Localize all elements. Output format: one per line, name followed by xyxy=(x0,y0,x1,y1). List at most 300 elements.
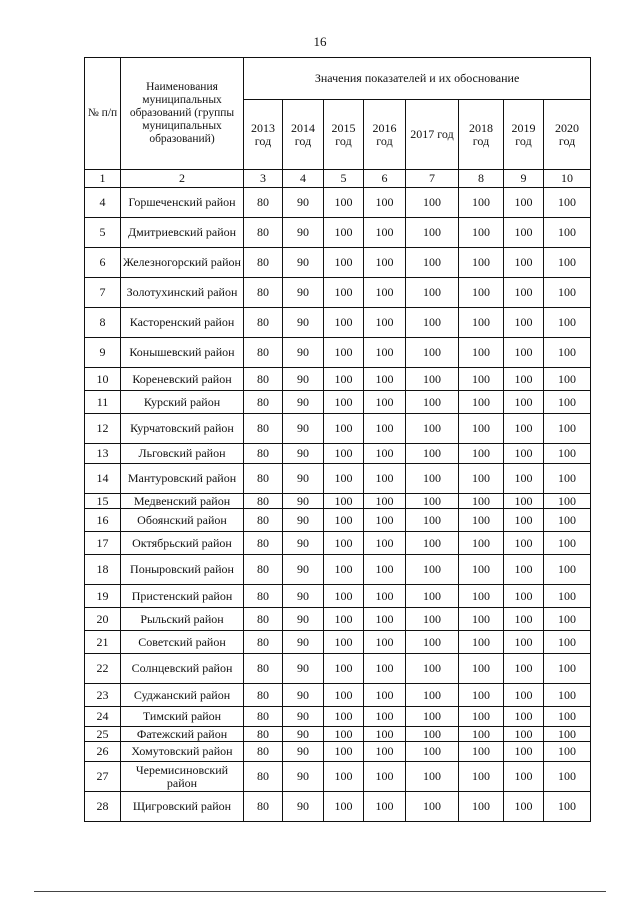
indicator-value: 100 xyxy=(324,654,364,684)
indicator-value: 100 xyxy=(459,585,504,608)
row-number: 27 xyxy=(85,762,121,792)
indicator-value: 100 xyxy=(544,368,591,391)
municipality-name: Советский район xyxy=(121,631,244,654)
indicator-value: 100 xyxy=(459,218,504,248)
indicator-value: 100 xyxy=(544,631,591,654)
indicator-value: 100 xyxy=(406,444,459,464)
indicator-value: 100 xyxy=(504,444,544,464)
row-number: 16 xyxy=(85,509,121,532)
indicator-value: 100 xyxy=(504,762,544,792)
indicator-value: 80 xyxy=(244,414,283,444)
indicator-value: 100 xyxy=(544,727,591,742)
indicator-value: 100 xyxy=(406,585,459,608)
row-number: 18 xyxy=(85,555,121,585)
indicator-value: 100 xyxy=(459,684,504,707)
indicator-value: 90 xyxy=(283,509,324,532)
municipality-name: Суджанский район xyxy=(121,684,244,707)
indicator-value: 100 xyxy=(459,608,504,631)
indicator-value: 100 xyxy=(459,555,504,585)
municipality-name: Горшеченский район xyxy=(121,188,244,218)
indicator-value: 100 xyxy=(364,585,406,608)
indicator-value: 100 xyxy=(364,792,406,822)
indicator-value: 100 xyxy=(544,532,591,555)
indicator-value: 80 xyxy=(244,532,283,555)
municipality-name: Медвенский район xyxy=(121,494,244,509)
table-row xyxy=(85,188,591,218)
indicator-value: 100 xyxy=(459,308,504,338)
indicator-value: 80 xyxy=(244,188,283,218)
municipality-name: Кореневский район xyxy=(121,368,244,391)
column-index: 6 xyxy=(364,170,406,188)
row-number: 10 xyxy=(85,368,121,391)
indicator-value: 100 xyxy=(324,464,364,494)
indicator-value: 100 xyxy=(544,792,591,822)
indicator-value: 100 xyxy=(364,464,406,494)
indicator-value: 100 xyxy=(324,188,364,218)
municipality-name: Дмитриевский район xyxy=(121,218,244,248)
column-index: 10 xyxy=(544,170,591,188)
row-number: 15 xyxy=(85,494,121,509)
indicator-value: 100 xyxy=(459,742,504,762)
indicator-value: 100 xyxy=(504,585,544,608)
indicator-value: 80 xyxy=(244,509,283,532)
row-number: 5 xyxy=(85,218,121,248)
header-year: 2019 год xyxy=(504,100,544,170)
indicator-value: 90 xyxy=(283,608,324,631)
indicator-value: 80 xyxy=(244,391,283,414)
indicator-value: 100 xyxy=(459,188,504,218)
table-row xyxy=(85,792,591,822)
indicator-value: 100 xyxy=(544,654,591,684)
table-row xyxy=(85,585,591,608)
municipality-name: Золотухинский район xyxy=(121,278,244,308)
header-year: 2016 год xyxy=(364,100,406,170)
indicator-value: 90 xyxy=(283,762,324,792)
table-row xyxy=(85,414,591,444)
indicator-value: 100 xyxy=(324,792,364,822)
table-row xyxy=(85,631,591,654)
indicator-value: 100 xyxy=(504,368,544,391)
municipality-name: Поныровский район xyxy=(121,555,244,585)
indicator-value: 100 xyxy=(544,278,591,308)
indicator-value: 100 xyxy=(544,218,591,248)
indicator-value: 80 xyxy=(244,308,283,338)
indicator-value: 100 xyxy=(459,338,504,368)
indicator-value: 100 xyxy=(406,707,459,727)
indicator-value: 80 xyxy=(244,608,283,631)
header-year: 2013 год xyxy=(244,100,283,170)
row-number: 7 xyxy=(85,278,121,308)
indicator-value: 90 xyxy=(283,494,324,509)
row-number: 13 xyxy=(85,444,121,464)
header-year: 2020 год xyxy=(544,100,591,170)
indicator-value: 100 xyxy=(459,707,504,727)
municipality-name: Хомутовский район xyxy=(121,742,244,762)
row-number: 25 xyxy=(85,727,121,742)
row-number: 9 xyxy=(85,338,121,368)
indicator-value: 100 xyxy=(544,308,591,338)
indicator-value: 100 xyxy=(364,308,406,338)
row-number: 17 xyxy=(85,532,121,555)
indicator-value: 100 xyxy=(544,414,591,444)
indicator-value: 100 xyxy=(324,707,364,727)
indicator-value: 100 xyxy=(544,391,591,414)
indicator-value: 80 xyxy=(244,742,283,762)
indicator-value: 80 xyxy=(244,707,283,727)
indicator-value: 100 xyxy=(406,414,459,444)
indicator-value: 100 xyxy=(406,742,459,762)
indicator-value: 100 xyxy=(459,248,504,278)
indicator-value: 100 xyxy=(504,248,544,278)
municipality-name: Черемисиновский район xyxy=(121,762,244,792)
table-row xyxy=(85,707,591,727)
row-number: 26 xyxy=(85,742,121,762)
row-number: 22 xyxy=(85,654,121,684)
indicator-value: 100 xyxy=(406,532,459,555)
header-name: Наименования муниципальных образований (группы муниципальных образований) xyxy=(121,58,244,170)
indicator-value: 100 xyxy=(504,654,544,684)
table-row xyxy=(85,278,591,308)
indicator-value: 100 xyxy=(364,762,406,792)
indicator-value: 100 xyxy=(364,684,406,707)
indicator-value: 100 xyxy=(406,464,459,494)
indicator-value: 80 xyxy=(244,727,283,742)
row-number: 20 xyxy=(85,608,121,631)
indicator-value: 100 xyxy=(459,654,504,684)
indicator-value: 90 xyxy=(283,585,324,608)
municipality-name: Тимский район xyxy=(121,707,244,727)
indicator-value: 80 xyxy=(244,762,283,792)
indicator-value: 100 xyxy=(504,608,544,631)
municipality-name: Касторенский район xyxy=(121,308,244,338)
indicator-value: 80 xyxy=(244,338,283,368)
table-row xyxy=(85,494,591,509)
indicator-value: 100 xyxy=(406,727,459,742)
indicator-value: 100 xyxy=(364,742,406,762)
indicator-value: 100 xyxy=(504,494,544,509)
column-index: 5 xyxy=(324,170,364,188)
indicator-value: 100 xyxy=(504,707,544,727)
table-row xyxy=(85,742,591,762)
indicator-value: 100 xyxy=(459,727,504,742)
indicator-value: 100 xyxy=(459,368,504,391)
indicator-value: 100 xyxy=(544,707,591,727)
indicator-value: 90 xyxy=(283,338,324,368)
table-row xyxy=(85,509,591,532)
indicator-value: 100 xyxy=(406,509,459,532)
indicator-value: 100 xyxy=(364,391,406,414)
column-index: 4 xyxy=(283,170,324,188)
indicator-value: 100 xyxy=(364,608,406,631)
column-index: 8 xyxy=(459,170,504,188)
table-row xyxy=(85,391,591,414)
indicator-value: 100 xyxy=(364,532,406,555)
indicator-value: 100 xyxy=(504,188,544,218)
indicator-value: 100 xyxy=(459,494,504,509)
indicator-value: 90 xyxy=(283,727,324,742)
indicator-value: 100 xyxy=(504,684,544,707)
indicator-value: 100 xyxy=(406,391,459,414)
row-number: 12 xyxy=(85,414,121,444)
column-index: 7 xyxy=(406,170,459,188)
page-bottom-rule xyxy=(34,891,606,892)
indicator-value: 100 xyxy=(364,631,406,654)
indicator-value: 90 xyxy=(283,464,324,494)
municipality-name: Солнцевский район xyxy=(121,654,244,684)
indicator-value: 100 xyxy=(406,631,459,654)
column-index: 1 xyxy=(85,170,121,188)
indicator-value: 100 xyxy=(406,792,459,822)
indicator-value: 100 xyxy=(504,742,544,762)
table-row xyxy=(85,464,591,494)
indicator-value: 100 xyxy=(459,464,504,494)
row-number: 14 xyxy=(85,464,121,494)
header-values-title: Значения показателей и их обоснование xyxy=(244,58,591,100)
municipality-name: Обоянский район xyxy=(121,509,244,532)
table-row xyxy=(85,218,591,248)
table-row xyxy=(85,608,591,631)
table-row xyxy=(85,684,591,707)
indicator-value: 100 xyxy=(504,509,544,532)
municipality-name: Курский район xyxy=(121,391,244,414)
indicator-value: 100 xyxy=(544,555,591,585)
indicator-value: 100 xyxy=(364,509,406,532)
indicator-value: 100 xyxy=(504,631,544,654)
indicator-value: 90 xyxy=(283,248,324,278)
indicator-value: 100 xyxy=(324,684,364,707)
page-number: 16 xyxy=(313,34,327,49)
indicator-value: 100 xyxy=(504,218,544,248)
indicator-value: 100 xyxy=(364,444,406,464)
indicators-table xyxy=(84,57,591,822)
indicator-value: 100 xyxy=(459,414,504,444)
table-row xyxy=(85,762,591,792)
indicator-value: 100 xyxy=(364,494,406,509)
indicator-value: 100 xyxy=(459,762,504,792)
indicator-value: 90 xyxy=(283,188,324,218)
indicator-value: 90 xyxy=(283,368,324,391)
indicator-value: 100 xyxy=(406,608,459,631)
indicator-value: 100 xyxy=(459,631,504,654)
municipality-name: Курчатовский район xyxy=(121,414,244,444)
indicator-value: 100 xyxy=(324,414,364,444)
indicator-value: 100 xyxy=(364,278,406,308)
indicator-value: 100 xyxy=(504,727,544,742)
indicator-value: 90 xyxy=(283,631,324,654)
indicator-value: 80 xyxy=(244,248,283,278)
column-index-row xyxy=(85,170,591,188)
indicator-value: 90 xyxy=(283,684,324,707)
indicator-value: 100 xyxy=(504,414,544,444)
indicator-value: 100 xyxy=(364,188,406,218)
indicator-value: 90 xyxy=(283,308,324,338)
municipality-name: Мантуровский район xyxy=(121,464,244,494)
indicator-value: 90 xyxy=(283,218,324,248)
indicator-value: 80 xyxy=(244,585,283,608)
indicator-value: 100 xyxy=(324,308,364,338)
indicator-value: 100 xyxy=(324,248,364,278)
indicator-value: 100 xyxy=(544,248,591,278)
indicator-value: 100 xyxy=(459,509,504,532)
indicator-value: 100 xyxy=(406,684,459,707)
indicator-value: 100 xyxy=(406,248,459,278)
indicator-value: 100 xyxy=(504,278,544,308)
row-number: 6 xyxy=(85,248,121,278)
indicator-value: 90 xyxy=(283,414,324,444)
row-number: 28 xyxy=(85,792,121,822)
indicator-value: 100 xyxy=(544,338,591,368)
indicator-value: 90 xyxy=(283,707,324,727)
indicator-value: 100 xyxy=(504,464,544,494)
indicator-value: 80 xyxy=(244,218,283,248)
indicator-value: 100 xyxy=(406,368,459,391)
indicator-value: 100 xyxy=(324,338,364,368)
table-row xyxy=(85,338,591,368)
column-index: 2 xyxy=(121,170,244,188)
table-row xyxy=(85,654,591,684)
indicator-value: 100 xyxy=(364,414,406,444)
indicator-value: 100 xyxy=(324,218,364,248)
indicator-value: 100 xyxy=(406,308,459,338)
indicator-value: 100 xyxy=(324,368,364,391)
header-year: 2018 год xyxy=(459,100,504,170)
indicator-value: 100 xyxy=(544,762,591,792)
municipality-name: Рыльский район xyxy=(121,608,244,631)
indicator-value: 100 xyxy=(406,338,459,368)
indicator-value: 100 xyxy=(324,742,364,762)
indicator-value: 100 xyxy=(406,494,459,509)
indicator-value: 100 xyxy=(324,509,364,532)
indicator-value: 100 xyxy=(459,444,504,464)
indicator-value: 100 xyxy=(504,792,544,822)
indicator-value: 100 xyxy=(544,742,591,762)
header-year: 2017 год xyxy=(406,100,459,170)
indicator-value: 100 xyxy=(324,444,364,464)
indicator-value: 100 xyxy=(364,248,406,278)
indicator-value: 100 xyxy=(544,494,591,509)
indicator-value: 100 xyxy=(504,308,544,338)
indicator-value: 100 xyxy=(364,338,406,368)
indicator-value: 90 xyxy=(283,555,324,585)
row-number: 24 xyxy=(85,707,121,727)
indicator-value: 100 xyxy=(406,278,459,308)
municipality-name: Октябрьский район xyxy=(121,532,244,555)
indicator-value: 100 xyxy=(364,555,406,585)
municipality-name: Фатежский район xyxy=(121,727,244,742)
indicator-value: 100 xyxy=(364,707,406,727)
header-year: 2015 год xyxy=(324,100,364,170)
indicator-value: 100 xyxy=(459,792,504,822)
indicator-value: 100 xyxy=(406,218,459,248)
column-index: 9 xyxy=(504,170,544,188)
indicator-value: 100 xyxy=(504,391,544,414)
row-number: 21 xyxy=(85,631,121,654)
table-row xyxy=(85,555,591,585)
header-num: № п/п xyxy=(85,58,121,170)
row-number: 8 xyxy=(85,308,121,338)
indicator-value: 80 xyxy=(244,684,283,707)
indicator-value: 80 xyxy=(244,792,283,822)
indicator-value: 80 xyxy=(244,464,283,494)
table-row xyxy=(85,308,591,338)
indicator-value: 80 xyxy=(244,444,283,464)
indicator-value: 100 xyxy=(406,188,459,218)
indicator-value: 100 xyxy=(324,278,364,308)
table-row xyxy=(85,248,591,278)
indicator-value: 90 xyxy=(283,742,324,762)
indicator-value: 100 xyxy=(406,654,459,684)
indicator-value: 90 xyxy=(283,654,324,684)
indicator-value: 100 xyxy=(459,532,504,555)
indicator-value: 100 xyxy=(544,188,591,218)
indicator-value: 100 xyxy=(324,631,364,654)
table-row xyxy=(85,368,591,391)
indicator-value: 100 xyxy=(504,532,544,555)
table-row xyxy=(85,532,591,555)
indicator-value: 100 xyxy=(324,762,364,792)
indicator-value: 100 xyxy=(504,338,544,368)
indicator-value: 80 xyxy=(244,555,283,585)
municipality-name: Пристенский район xyxy=(121,585,244,608)
indicator-value: 100 xyxy=(324,391,364,414)
indicator-value: 100 xyxy=(324,608,364,631)
indicator-value: 100 xyxy=(504,555,544,585)
indicator-value: 100 xyxy=(459,278,504,308)
indicator-value: 100 xyxy=(544,608,591,631)
indicator-value: 100 xyxy=(324,555,364,585)
indicator-value: 80 xyxy=(244,368,283,391)
indicator-value: 100 xyxy=(324,727,364,742)
indicator-value: 100 xyxy=(544,464,591,494)
indicator-value: 100 xyxy=(459,391,504,414)
indicator-value: 100 xyxy=(364,654,406,684)
header-year: 2014 год xyxy=(283,100,324,170)
table-row xyxy=(85,444,591,464)
indicator-value: 80 xyxy=(244,494,283,509)
indicator-value: 100 xyxy=(324,532,364,555)
row-number: 11 xyxy=(85,391,121,414)
municipality-name: Льговский район xyxy=(121,444,244,464)
indicator-value: 90 xyxy=(283,532,324,555)
indicator-value: 100 xyxy=(544,684,591,707)
indicator-value: 100 xyxy=(364,368,406,391)
municipality-name: Железногорский район xyxy=(121,248,244,278)
indicator-value: 80 xyxy=(244,278,283,308)
municipality-name: Щигровский район xyxy=(121,792,244,822)
indicator-value: 100 xyxy=(406,555,459,585)
row-number: 19 xyxy=(85,585,121,608)
indicator-value: 100 xyxy=(544,444,591,464)
row-number: 23 xyxy=(85,684,121,707)
column-index: 3 xyxy=(244,170,283,188)
indicator-value: 100 xyxy=(324,585,364,608)
row-number: 4 xyxy=(85,188,121,218)
indicator-value: 90 xyxy=(283,444,324,464)
indicator-value: 100 xyxy=(364,218,406,248)
indicator-value: 100 xyxy=(406,762,459,792)
indicator-value: 80 xyxy=(244,631,283,654)
table-row xyxy=(85,727,591,742)
indicator-value: 100 xyxy=(364,727,406,742)
indicator-value: 100 xyxy=(544,509,591,532)
municipality-name: Конышевский район xyxy=(121,338,244,368)
indicator-value: 100 xyxy=(324,494,364,509)
indicator-value: 100 xyxy=(544,585,591,608)
indicator-value: 90 xyxy=(283,792,324,822)
indicator-value: 90 xyxy=(283,391,324,414)
indicator-value: 80 xyxy=(244,654,283,684)
indicator-value: 90 xyxy=(283,278,324,308)
